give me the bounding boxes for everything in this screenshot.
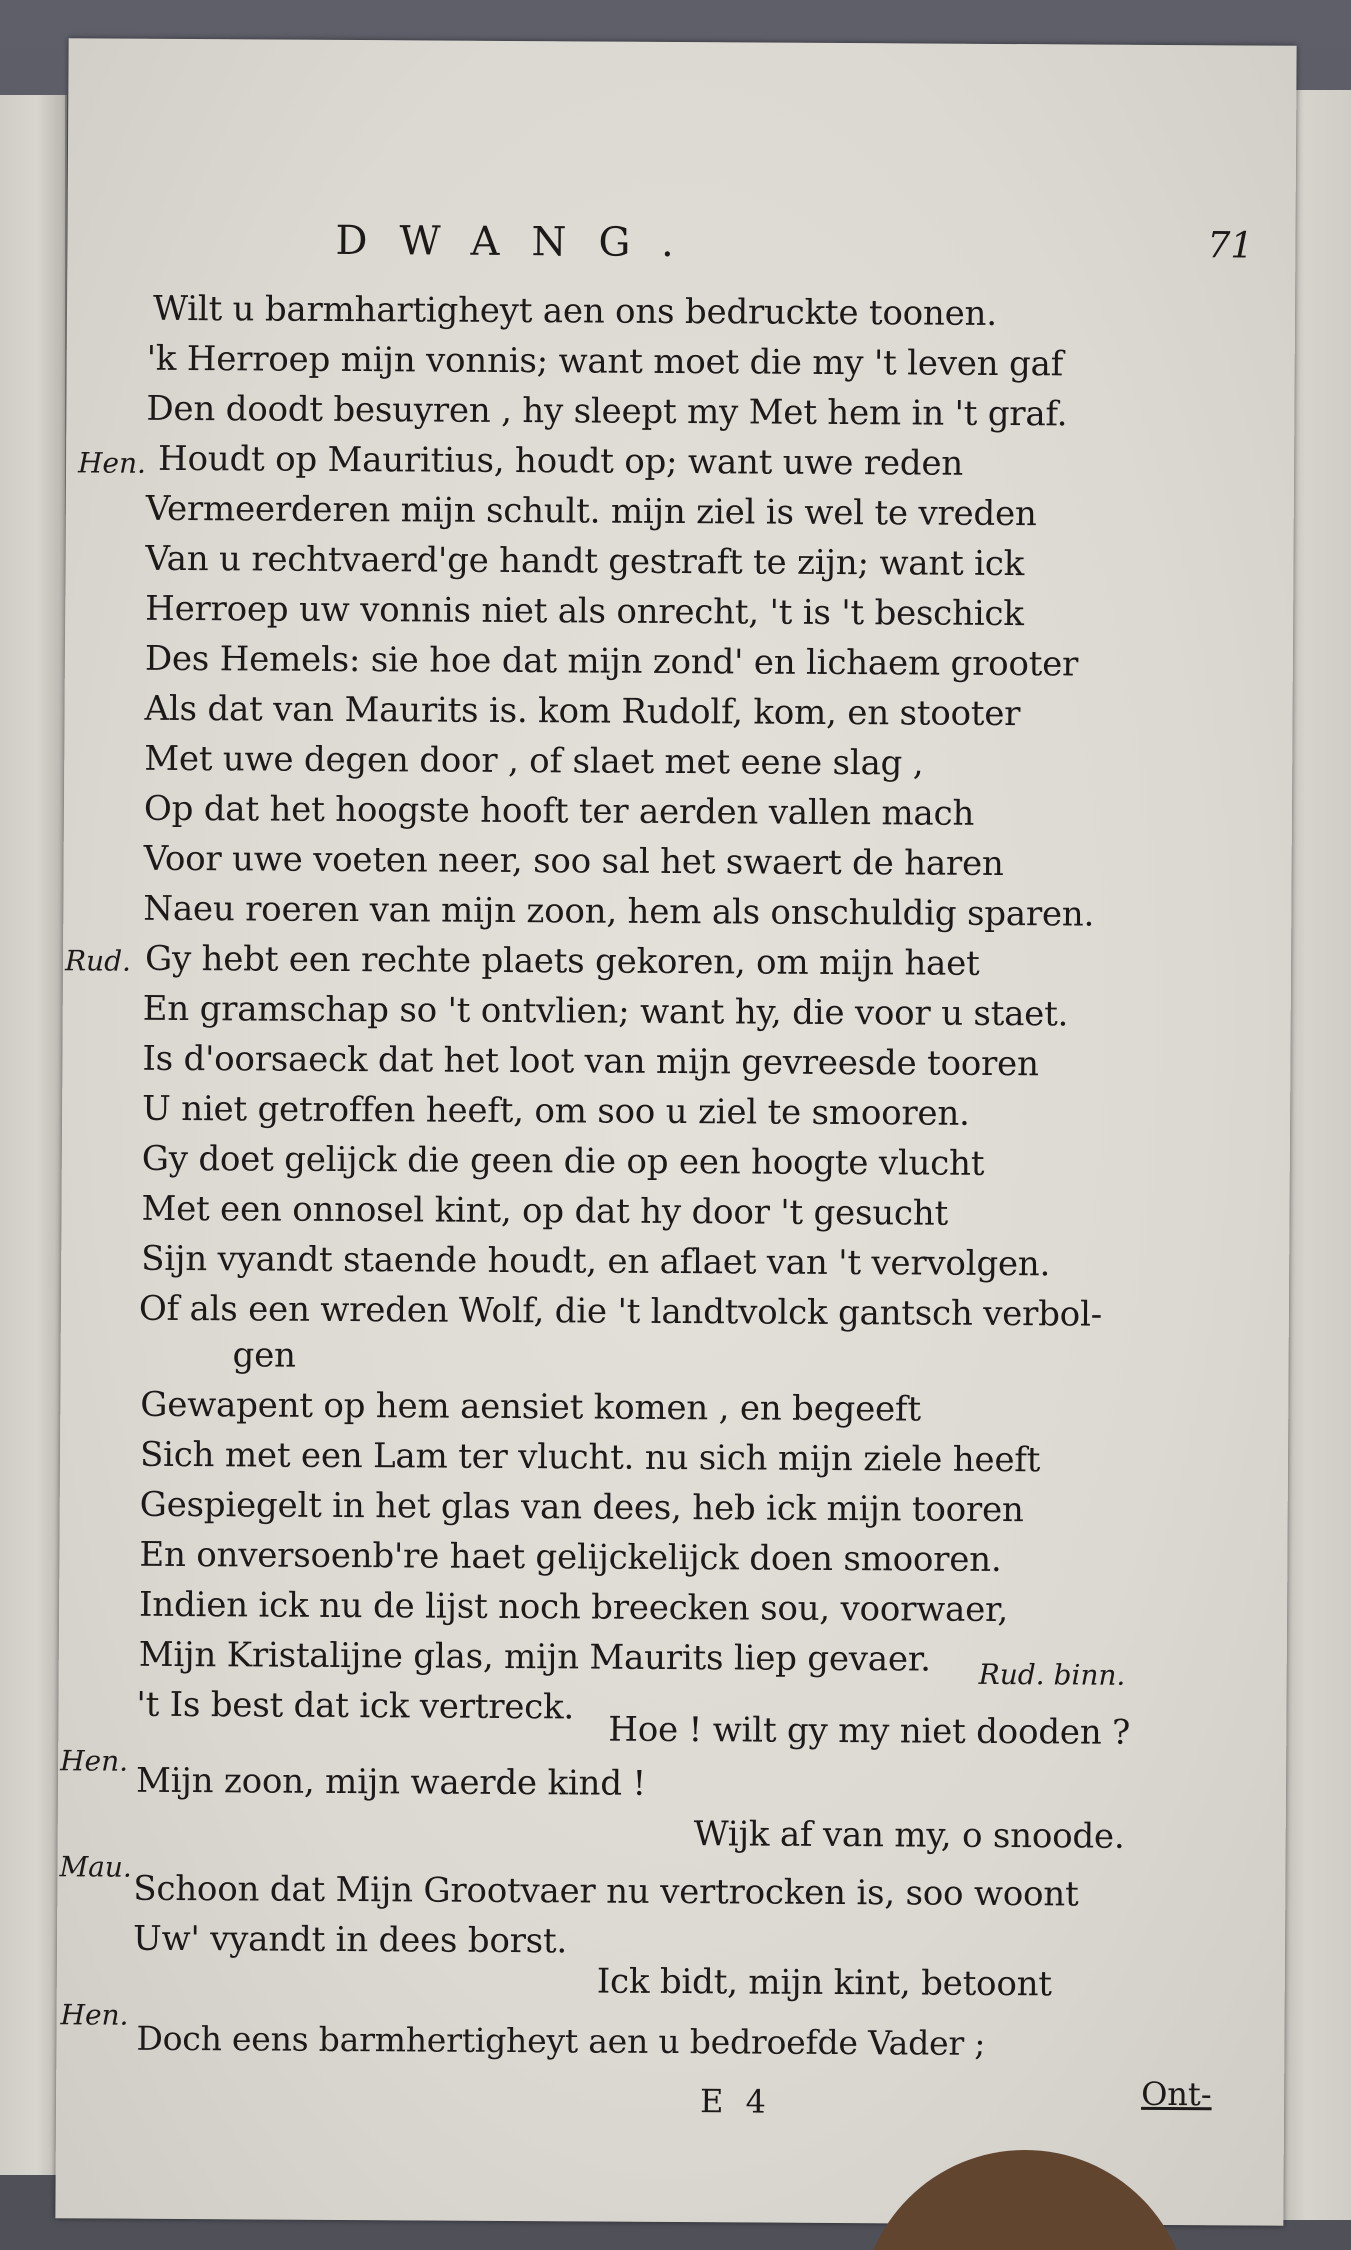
page-text [55,38,1296,2225]
verse-line: Den doodt besuyren , hy sleept my Met hem in 't graf. [146,388,1068,435]
speaker-label: Hen. [77,446,147,480]
verse-line: Gewapent op hem aensiet komen , en begeeft [140,1384,921,1430]
verse-line: Sijn vyandt staende houdt, en aflaet van 't vervolgen. [141,1238,1051,1285]
signature-mark: E 4 [699,2082,773,2121]
speaker-label: Hen. [60,1998,129,2032]
verse-line: 't Is best dat ick vertreck. [136,1684,575,1728]
verse-line: En gramschap so 't ontvlien; want hy, die voor u staet. [142,988,1069,1035]
verse-line: Des Hemels: sie hoe dat mijn zond' en lichaem grooter [144,638,1079,685]
verse-line: Voor uwe voeten neer, soo sal het swaert de haren [143,838,1004,884]
page-number: 71 [1207,225,1254,267]
verse-line: Op dat het hoogste hooft ter aerden vallen mach [143,788,975,834]
verse-line: Vermeerderen mijn schult. mijn ziel is wel te vreden [145,488,1037,535]
verse-line: Mijn zoon, mijn waerde kind ! [135,1760,647,1804]
verse-line: Gy hebt een rechte plaets gekoren, om mijn haet [144,938,980,984]
verse-line: Indien ick nu de lijst noch breecken sou, voorwaer, [138,1584,1009,1631]
verse-line: Wilt u barmhartigheyt aen ons bedruckte toonen. [152,288,998,334]
verse-line: Gy doet gelijck die geen die op een hoogte vlucht [141,1138,985,1184]
verse-line: Herroep uw vonnis niet als onrecht, 't is 't beschick [145,588,1024,635]
verse-line: Wijk af van my, o snoode. [693,1814,1125,1857]
speaker-label: Rud. [64,944,132,978]
stage-direction: Rud. binn. [978,1657,1126,1692]
verse-line: gen [232,1335,296,1376]
verse-line: Naeu roeren van mijn zoon, hem als onschuldig sparen. [143,888,1095,935]
verse-line: Hoe ! wilt gy my niet dooden ? [608,1709,1131,1753]
verse-line: Als dat van Maurits is. kom Rudolf, kom, en stooter [144,688,1021,735]
verse-line: Schoon dat Mijn Grootvaer nu vertrocken is, soo woont [133,1868,1079,1915]
catchword: Ont- [1141,2074,1212,2114]
speaker-label: Mau. [59,1850,132,1884]
running-head: DWANG. [335,217,706,267]
verse-line: Houdt op Mauritius, houdt op; want uwe reden [157,438,964,484]
speaker-label: Hen. [60,1744,129,1778]
verse-line: Gespiegelt in het glas van dees, heb ick mijn tooren [139,1484,1024,1531]
verse-line: Met een onnosel kint, op dat hy door 't gesucht [141,1188,949,1234]
verse-line: Doch eens barmhertigheyt aen u bedroefde Vader ; [136,2018,986,2063]
verse-line: Of als een wreden Wolf, die 't landtvolck gantsch verbol- [138,1288,1103,1335]
verse-line: En onversoenb're haet gelijckelijck doen smooren. [139,1534,1002,1580]
verse-line: Van u rechtvaerd'ge handt gestraft te zijn; want ick [145,538,1025,585]
verse-line: U niet getroffen heeft, om soo u ziel te smooren. [142,1088,970,1134]
book-page [55,38,1296,2225]
verse-line: 'k Herroep mijn vonnis; want moet die my 't leven gaf [146,338,1064,385]
verse-line: Is d'oorsaeck dat het loot van mijn gevreesde tooren [142,1038,1039,1085]
verse-line: Uw' vyandt in dees borst. [132,1918,568,1962]
verse-line: Sich met een Lam ter vlucht. nu sich mijn ziele heeft [139,1434,1041,1481]
verse-line: Ick bidt, mijn kint, betoont [596,1961,1052,2005]
verse-line: Met uwe degen door , of slaet met eene slag , [144,738,924,784]
verse-line: Mijn Kristalijne glas, mijn Maurits liep gevaer. [138,1634,931,1680]
